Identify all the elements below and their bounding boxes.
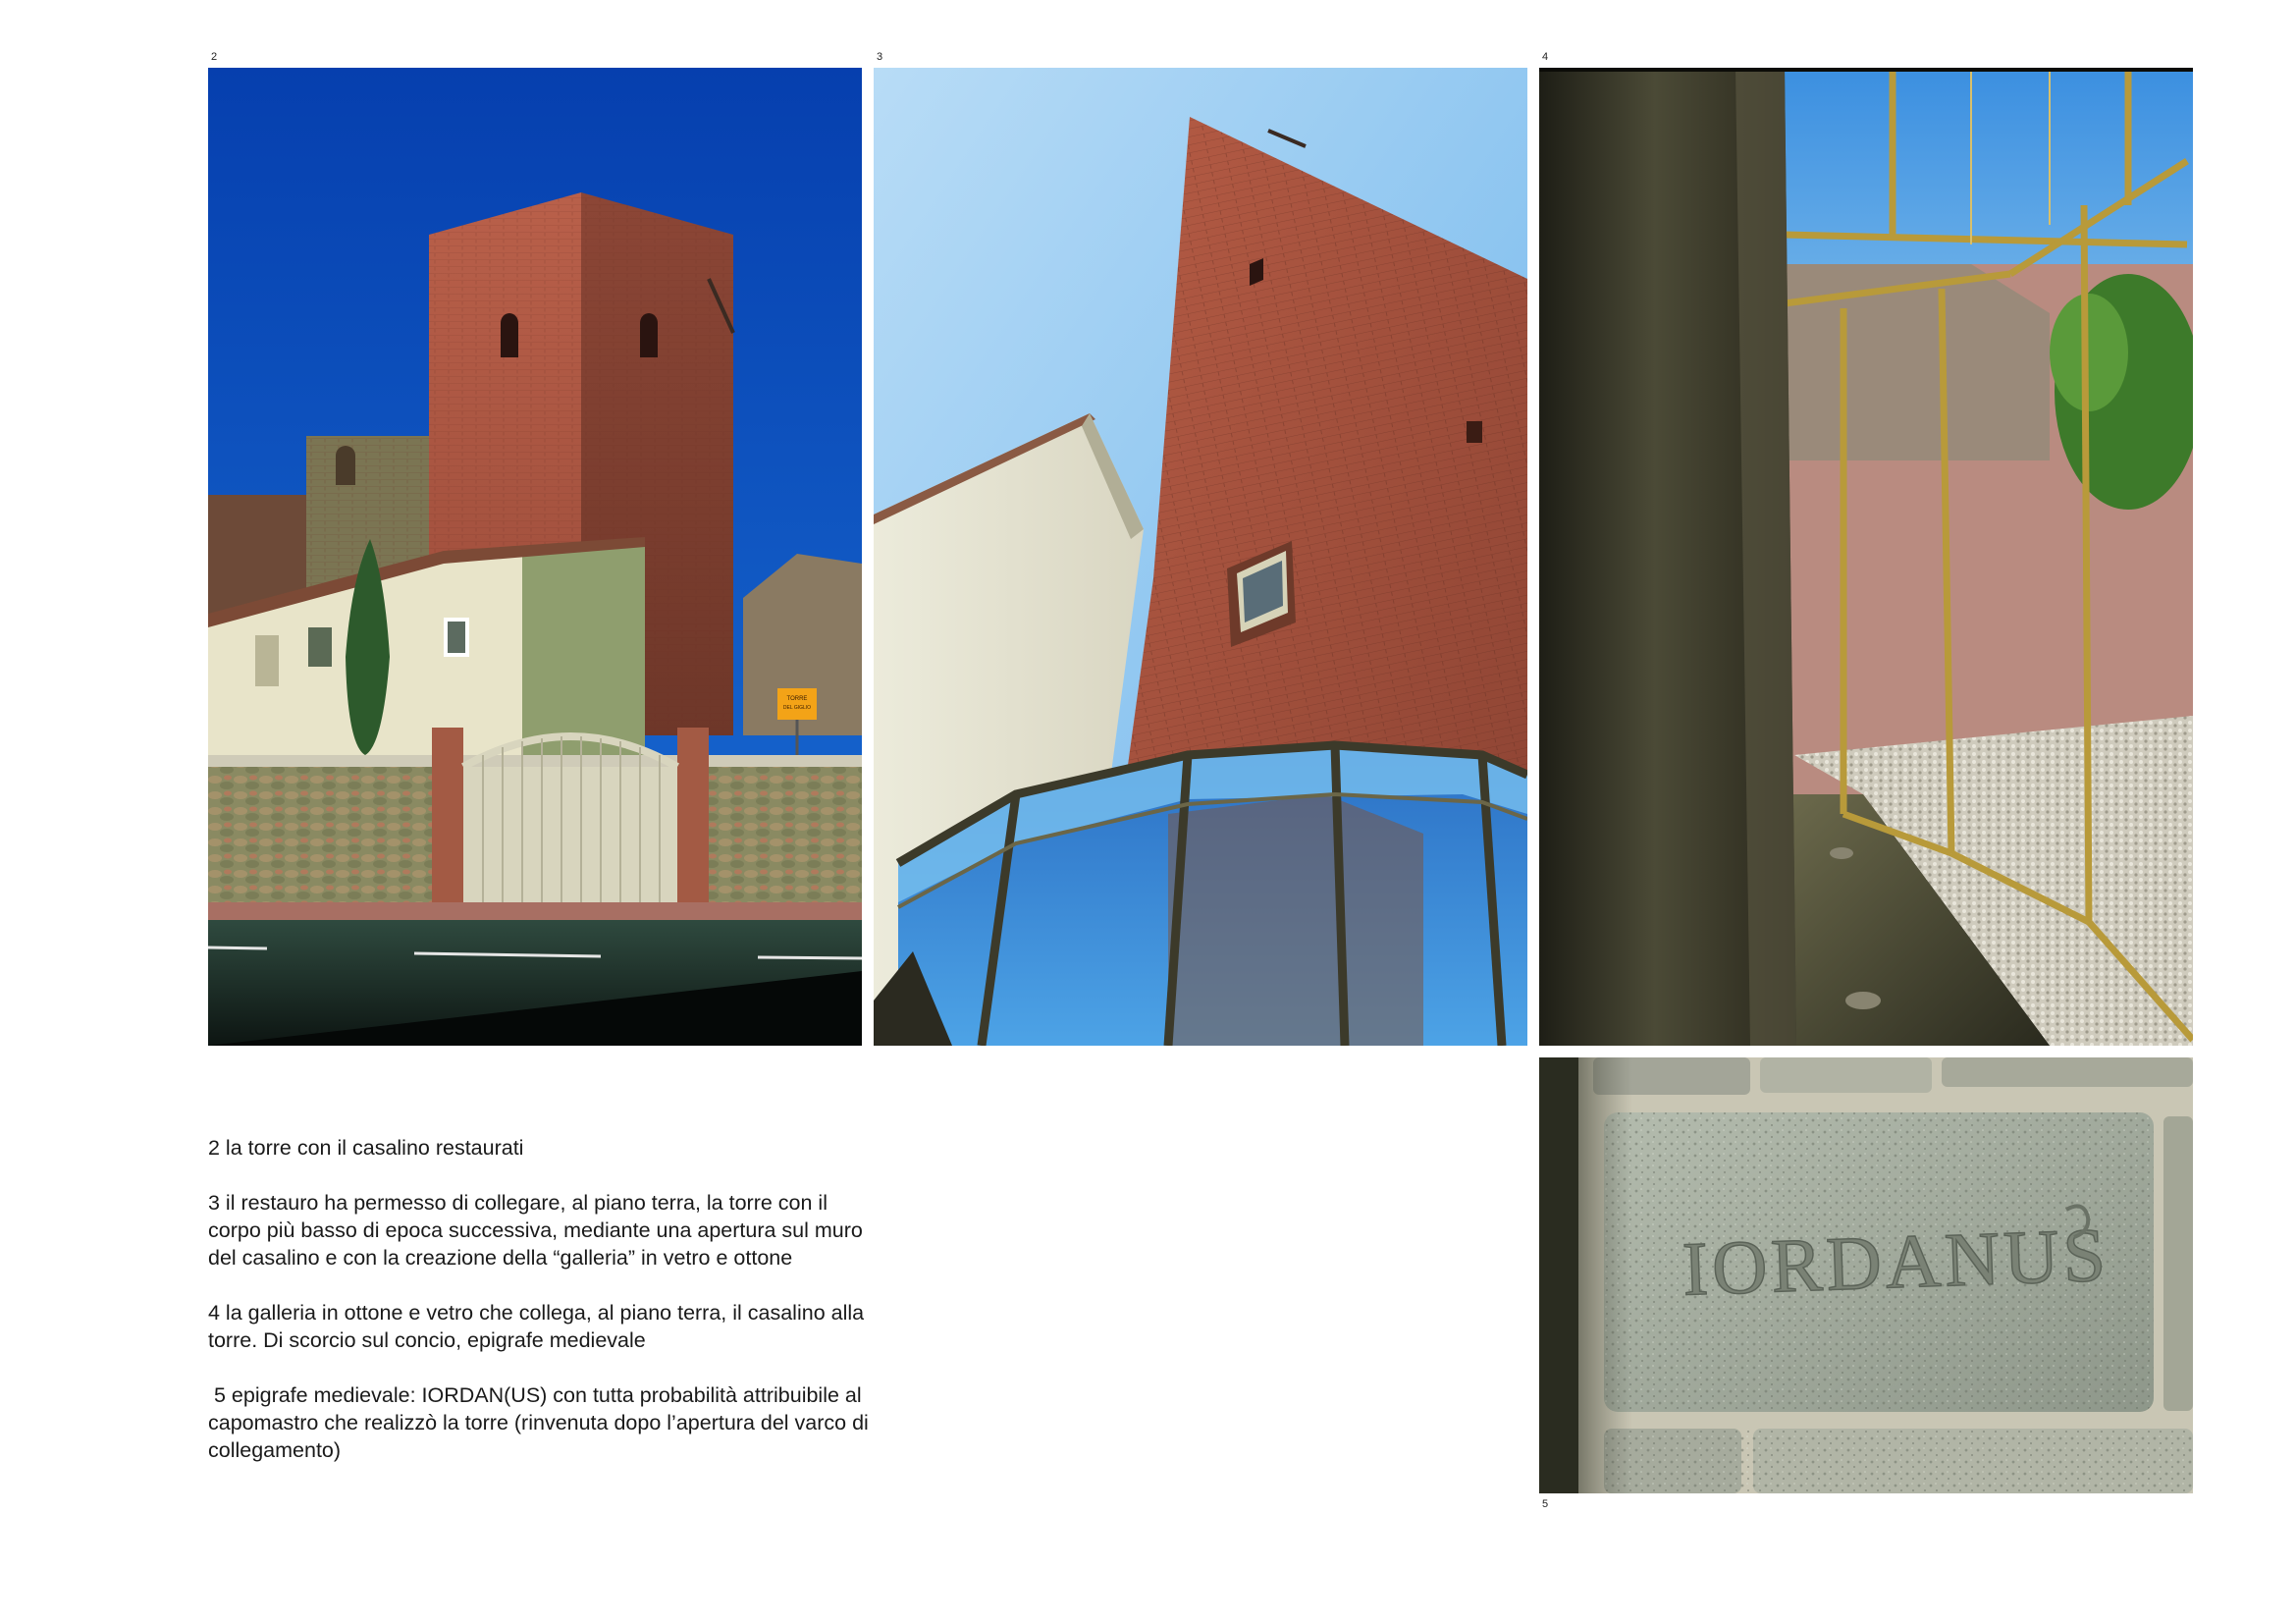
photo-medieval-epigraph	[1539, 1057, 2193, 1493]
photo-glass-gallery-exterior	[874, 68, 1527, 1046]
caption-figure-4: 4 la galleria in ottone e vetro che collega, al piano terra, il casalino alla torre. Di scorcio sul concio, epigrafe medievale	[208, 1301, 865, 1352]
figure-number-2: 2	[211, 51, 218, 63]
figure-number-5: 5	[1542, 1498, 1549, 1510]
inscription-text: IORDANUS	[1681, 1211, 2111, 1312]
figure-number-4: 4	[1542, 51, 1549, 63]
caption-column	[208, 1134, 876, 1491]
figure-number-3: 3	[877, 51, 883, 63]
tower-sign-line1: TORRE	[786, 696, 808, 702]
photo-glass-gallery-interior	[1539, 68, 2193, 1046]
tower-sign-line2: DEL GIGLIO	[782, 705, 812, 711]
caption-figure-3: 3 il restauro ha permesso di collegare, al piano terra, la torre con il corpo più basso di epoca successiva, mediante una apertura sul muro del casalino e con la creazione della “galleria” in vetro e ottone	[208, 1191, 863, 1270]
caption-figure-2: 2 la torre con il casalino restaurati	[208, 1136, 524, 1160]
photo-tower-casalino	[208, 68, 862, 1046]
caption-figure-5: 5 epigrafe medievale: IORDAN(US) con tutta probabilità attribuibile al capomastro che realizzò la torre (rinvenuta dopo l’apertura del varco di collegamento)	[208, 1383, 875, 1462]
